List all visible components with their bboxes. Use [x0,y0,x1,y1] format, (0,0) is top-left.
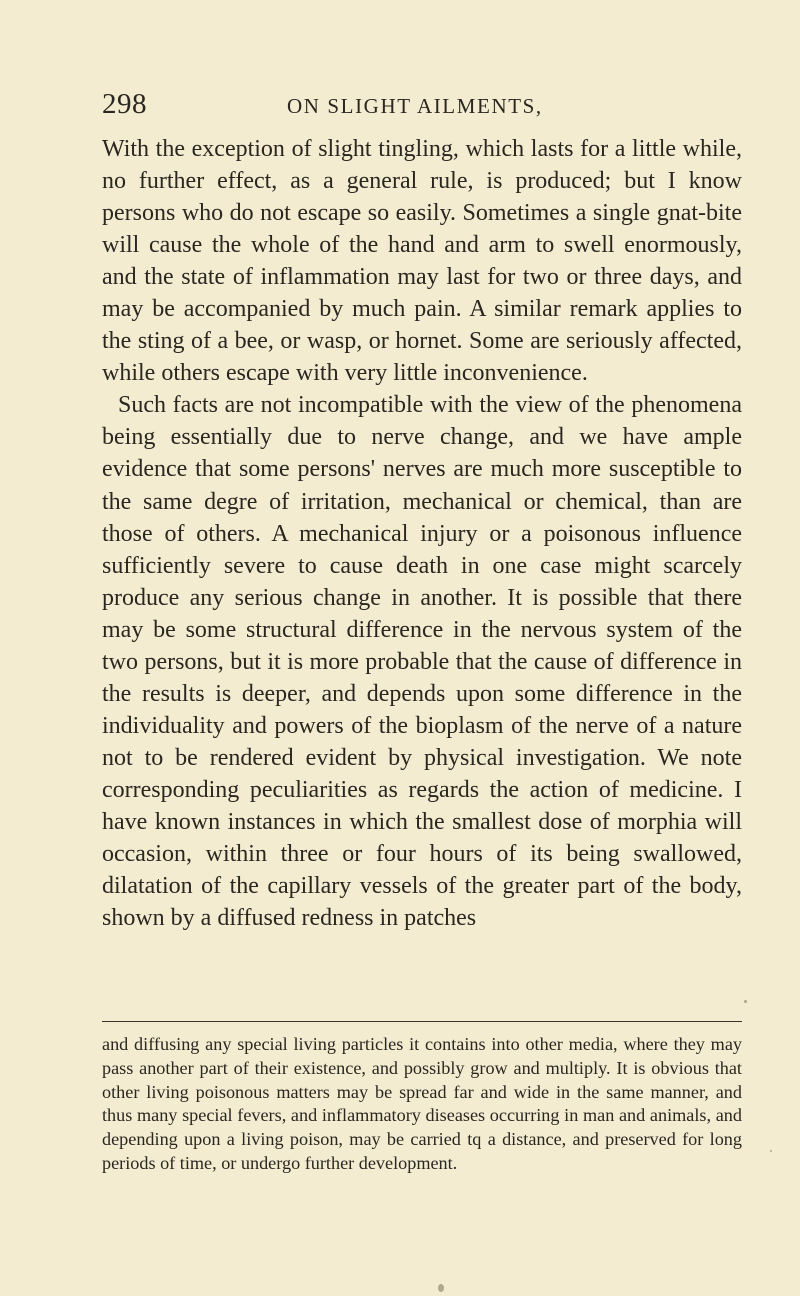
paragraph-1: With the exception of slight tingling, which lasts for a little while, no further effect, as a general rule, is produced; but I know persons who do not escape so easily. Sometimes a single gnat-bite will cause the whole of the hand and arm to swell enormously, and the state of inflammation may last for two or three days, and may be accompanied by much pain. A similar remark applies to the sting of a bee, or wasp, or hornet. Some are seriously affected, while others escape with very little inconvenience. [102,136,742,387]
paper-speck [770,1150,772,1152]
paper-speck [744,1000,747,1003]
paper-speck [438,1284,444,1292]
body-text [102,133,742,934]
running-head: ON SLIGHT AILMENTS, [287,94,543,118]
footnote-rule [102,1021,742,1022]
page-header [102,88,742,128]
paragraph-2: Such facts are not incompatible with the view of the phenomena being essentially due to nerve change, and we have ample evidence that some persons' nerves are much more susceptible to the same degre of irritation, mechanical or chemical, than are those of others. A mechanical injury or a poisonous influence sufficiently severe to cause death in one case might scarcely produce any serious change in another. It is possible that there may be some structural difference in the nervous system of the two persons, but it is more probable that the cause of difference in the results is deeper, and depends upon some difference in the individuality and powers of the bioplasm of the nerve of a nature not to be rendered evident by physical investigation. We note corresponding peculiarities as regards the action of medicine. I have known instances in which the smallest dose of morphia will occasion, within three or four hours of its being swallowed, dilatation of the capillary vessels of the greater part of the body, shown by a diffused redness in patches [102,392,742,932]
page-number: 298 [102,88,147,120]
footnote: and diffusing any special living particles it contains into other media, where they may pass another part of their existence, and possibly grow and multiply. It is obvious that other living poisonous matters may be spread far and wide in the same manner, and thus many special fevers, and inflammatory diseases occurring in man and animals, and depending upon a living poison, may be carried tq a distance, and preserved for long periods of time, or undergo further development. [102,1034,742,1173]
